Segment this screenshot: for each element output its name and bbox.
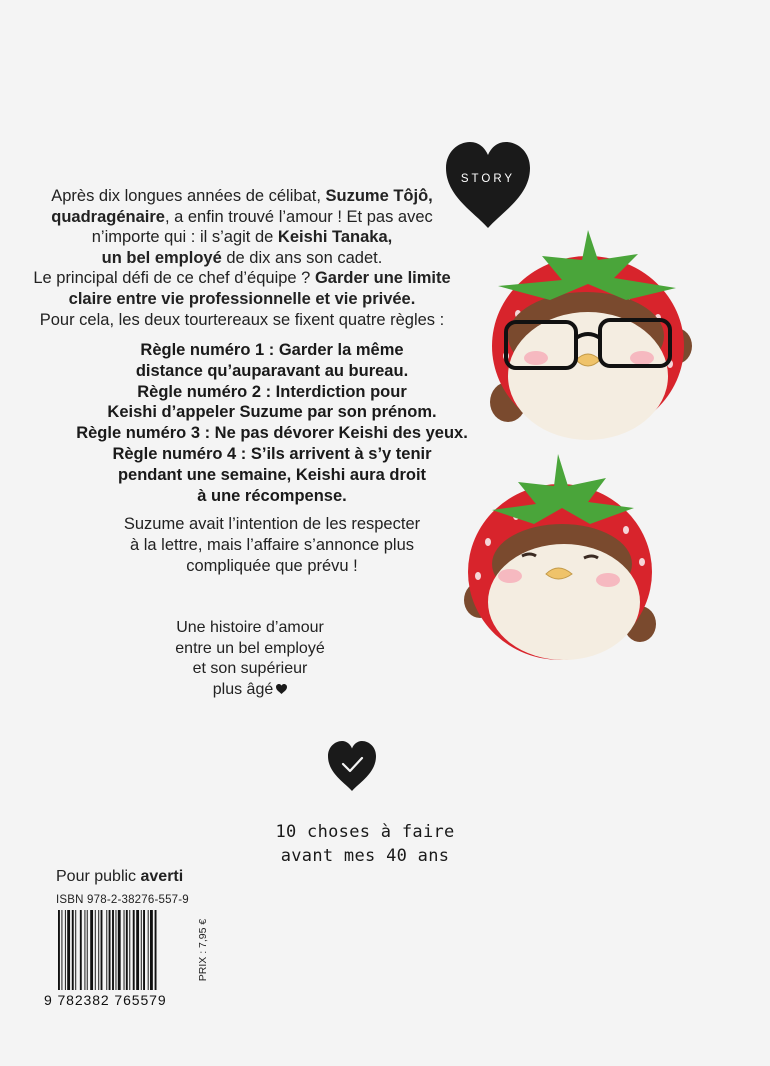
- barcode-bar: [126, 910, 128, 990]
- book-title: 10 choses à faire avant mes 40 ans: [275, 822, 455, 866]
- barcode-bar: [109, 910, 111, 990]
- barcode-bar: [90, 910, 93, 990]
- price-label: PRIX : 7,95 €: [197, 918, 209, 982]
- barcode-bar: [136, 910, 139, 990]
- rule-line: Règle numéro 2 : Interdiction pour: [137, 382, 407, 401]
- rule-line: à une récompense.: [197, 486, 347, 505]
- rule-line: distance qu’auparavant au bureau.: [135, 361, 409, 380]
- isbn-label: ISBN 978-2-38276-557-9: [56, 894, 189, 906]
- rule-line: Règle numéro 3 : Ne pas dévorer Keishi des yeux.: [76, 424, 468, 443]
- barcode-bar: [101, 910, 103, 990]
- name-suzume: Suzume Tôjô,: [325, 187, 433, 205]
- rule-line: Règle numéro 1 : Garder la même: [140, 341, 404, 359]
- rules-list: [22, 340, 522, 506]
- rule-line: Keishi d’appeler Suzume par son prénom.: [107, 403, 437, 422]
- barcode-bar: [143, 910, 145, 990]
- barcode-bar: [95, 910, 96, 990]
- rule-line: Règle numéro 4 : S’ils arrivent à s’y tenir: [112, 444, 432, 463]
- barcode-bar: [112, 910, 114, 990]
- barcode-bar: [75, 910, 76, 990]
- heart-check-icon: [327, 740, 377, 792]
- name-keishi: Keishi Tanaka,: [277, 228, 393, 247]
- barcode-bar: [106, 910, 107, 990]
- barcode-bar: [141, 910, 142, 990]
- audience-label: Pour public averti: [56, 868, 184, 885]
- barcode-bar: [84, 910, 85, 990]
- story-label: STORY: [460, 173, 516, 185]
- barcode-bar: [67, 910, 70, 990]
- barcode-bar: [118, 910, 121, 990]
- barcode-bar: [124, 910, 125, 990]
- barcode-bar: [150, 910, 153, 990]
- barcode-bar: [129, 910, 130, 990]
- barcode-bar: [87, 910, 88, 990]
- barcode-bar: [72, 910, 74, 990]
- mascot-bird-illustration: [458, 452, 660, 664]
- barcode-bar: [133, 910, 135, 990]
- barcode-bar: [65, 910, 66, 990]
- barcode-bar: [98, 910, 99, 990]
- barcode-digits: 9 782382 765579: [44, 992, 167, 1008]
- tagline: Une histoire d’amour entre un bel employé et son supérieur plus âgé: [175, 619, 325, 698]
- rule-line: pendant une semaine, Keishi aura droit: [117, 465, 427, 484]
- barcode-bar: [148, 910, 149, 990]
- mascot-glasses-illustration: [478, 226, 700, 442]
- barcode-bar: [58, 910, 60, 990]
- barcode-bar: [116, 910, 117, 990]
- outro-text: Suzume avait l’intention de les respecter à la lettre, mais l’affaire s’annonce plus compliquée que prévu !: [123, 515, 421, 575]
- barcode-bar: [155, 910, 157, 990]
- barcode-bar: [80, 910, 82, 990]
- barcode-bar: [61, 910, 62, 990]
- summary: Après dix longues années de célibat, Suzume Tôjô, quadragénaire, a enfin trouvé l’amour ! Et pas avec n’importe qui : il s’agit de Keishi Tanaka, un bel employé de dix ans son cadet. Le principal défi de ce chef d’équipe ? Garder une limite claire entre vie professionnelle et vie privée. Pour cela, les deux tourtereaux se fixent quatre règles :: [33, 187, 451, 329]
- small-heart-icon: [276, 684, 287, 694]
- barcode: [56, 910, 190, 990]
